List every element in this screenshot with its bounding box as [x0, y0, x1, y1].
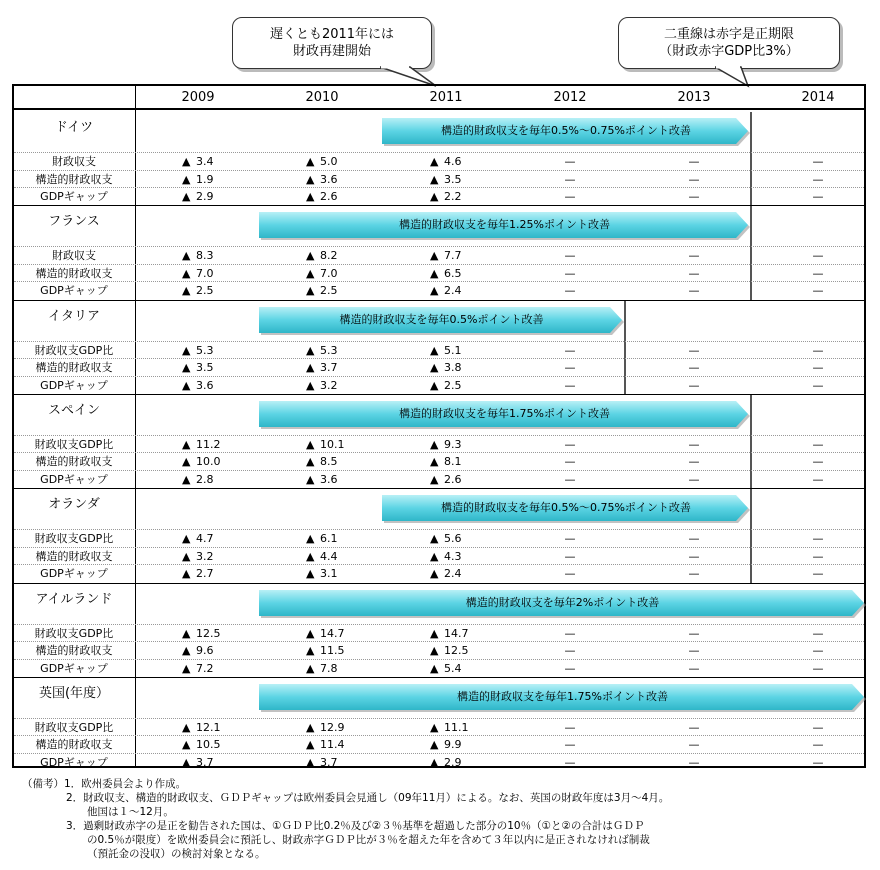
- cell-value: 2.9: [196, 190, 214, 203]
- deficit-triangle-icon: ▲: [306, 532, 315, 546]
- cell-value: 12.5: [196, 626, 221, 640]
- empty-cell-dash: —: [564, 549, 576, 563]
- group-divider: [14, 488, 864, 489]
- callout-line: （財政赤字GDP比3%）: [659, 44, 799, 59]
- cell-value: 8.2: [320, 249, 338, 263]
- improvement-plan-arrow: [382, 118, 750, 144]
- year-header: 2011: [429, 90, 463, 105]
- empty-cell-dash: —: [564, 284, 576, 298]
- note-line: 3．過剰財政赤字の是正を勧告された国は、①ＧＤＰ比0.2％及び②３％基準を超過した部分の10％（①と②の合計はＧＤＰ: [66, 820, 645, 832]
- cell-value: 3.6: [320, 172, 338, 186]
- group-divider: [14, 677, 864, 678]
- deficit-triangle-icon: ▲: [430, 567, 439, 581]
- cell-value: 3.8: [444, 361, 462, 375]
- empty-cell-dash: —: [688, 172, 700, 186]
- callout-line: 二重線は赤字是正期限: [663, 27, 794, 42]
- year-header: 2013: [677, 90, 711, 105]
- empty-cell-dash: —: [564, 755, 576, 769]
- empty-cell-dash: —: [688, 437, 700, 451]
- deficit-triangle-icon: ▲: [430, 284, 439, 298]
- country-group: [14, 395, 864, 489]
- empty-cell-dash: —: [564, 720, 576, 734]
- table-row: [14, 152, 864, 169]
- country-name: オランダ: [48, 497, 100, 513]
- country-group: [14, 301, 864, 395]
- deficit-triangle-icon: ▲: [306, 626, 315, 640]
- row-label: GDPギャップ: [40, 661, 108, 675]
- cell-value: 6.1: [320, 532, 338, 546]
- deficit-triangle-icon: ▲: [430, 661, 439, 675]
- empty-cell-dash: —: [688, 378, 700, 392]
- deficit-triangle-icon: ▲: [182, 720, 191, 734]
- cell-value: 6.5: [444, 266, 462, 280]
- empty-cell-dash: —: [564, 644, 576, 657]
- cell-value: 11.4: [320, 738, 345, 752]
- deficit-triangle-icon: ▲: [182, 626, 191, 640]
- cell-value: 11.2: [196, 437, 221, 451]
- table-row: [14, 641, 864, 658]
- deficit-triangle-icon: ▲: [182, 249, 191, 263]
- empty-cell-dash: —: [564, 343, 576, 357]
- group-divider: [14, 583, 864, 584]
- note-line: 他国は１～12月。: [87, 806, 174, 818]
- table-row: [14, 735, 864, 752]
- year-header-row: [14, 86, 864, 110]
- country-name: アイルランド: [35, 591, 113, 607]
- cell-value: 3.4: [196, 155, 214, 168]
- cell-value: 2.5: [444, 378, 462, 392]
- cell-value: 4.6: [444, 155, 462, 168]
- cell-value: 14.7: [320, 626, 345, 640]
- deficit-triangle-icon: ▲: [306, 644, 315, 657]
- table-row: [14, 753, 864, 770]
- row-label: GDPギャップ: [40, 472, 108, 486]
- empty-cell-dash: —: [688, 343, 700, 357]
- group-divider: [14, 205, 864, 206]
- deficit-triangle-icon: ▲: [182, 266, 191, 280]
- empty-cell-dash: —: [812, 284, 824, 298]
- cell-value: 2.9: [444, 755, 462, 769]
- cell-value: 8.3: [196, 249, 214, 263]
- empty-cell-dash: —: [688, 626, 700, 640]
- deficit-triangle-icon: ▲: [306, 661, 315, 675]
- row-label: GDPギャップ: [40, 378, 108, 392]
- cell-value: 2.2: [444, 190, 462, 203]
- empty-cell-dash: —: [688, 755, 700, 769]
- country-name: 英国(年度）: [38, 685, 110, 701]
- row-label: 財政収支: [52, 249, 96, 263]
- table-row: [14, 529, 864, 546]
- empty-cell-dash: —: [688, 567, 700, 581]
- deficit-triangle-icon: ▲: [430, 378, 439, 392]
- row-label: 構造的財政収支: [35, 172, 113, 186]
- deficit-triangle-icon: ▲: [430, 249, 439, 263]
- cell-value: 5.6: [444, 532, 462, 546]
- empty-cell-dash: —: [812, 738, 824, 752]
- deficit-triangle-icon: ▲: [182, 172, 191, 186]
- cell-value: 3.2: [196, 549, 214, 563]
- deficit-triangle-icon: ▲: [430, 155, 439, 168]
- improvement-plan-arrow: [259, 590, 866, 616]
- deficit-triangle-icon: ▲: [430, 644, 439, 657]
- deficit-triangle-icon: ▲: [430, 437, 439, 451]
- deficit-triangle-icon: ▲: [182, 738, 191, 752]
- country-name: フランス: [48, 214, 100, 230]
- improvement-plan-text: 構造的財政収支を毎年1.25%ポイント改善: [399, 218, 610, 232]
- deficit-triangle-icon: ▲: [182, 361, 191, 375]
- deficit-triangle-icon: ▲: [306, 284, 315, 298]
- empty-cell-dash: —: [812, 755, 824, 769]
- cell-value: 3.6: [196, 378, 214, 392]
- cell-value: 4.4: [320, 549, 338, 563]
- cell-value: 2.4: [444, 567, 462, 581]
- row-label: 構造的財政収支: [35, 644, 113, 657]
- row-label: 財政収支GDP比: [34, 532, 114, 546]
- empty-cell-dash: —: [812, 472, 824, 486]
- cell-value: 3.5: [444, 172, 462, 186]
- empty-cell-dash: —: [812, 567, 824, 581]
- table-row: [14, 187, 864, 204]
- empty-cell-dash: —: [564, 455, 576, 469]
- cell-value: 3.6: [320, 472, 338, 486]
- deficit-triangle-icon: ▲: [306, 190, 315, 203]
- table-row: [14, 170, 864, 187]
- deficit-triangle-icon: ▲: [182, 284, 191, 298]
- deficit-triangle-icon: ▲: [182, 343, 191, 357]
- empty-cell-dash: —: [812, 155, 824, 168]
- table-row: [14, 470, 864, 487]
- note-line: （備考）1．欧州委員会より作成。: [22, 778, 187, 790]
- cell-value: 4.7: [196, 532, 214, 546]
- cell-value: 2.7: [196, 567, 214, 581]
- deficit-triangle-icon: ▲: [306, 567, 315, 581]
- deficit-triangle-icon: ▲: [430, 266, 439, 280]
- deficit-triangle-icon: ▲: [182, 190, 191, 203]
- row-label: GDPギャップ: [40, 190, 108, 203]
- row-label: 構造的財政収支: [35, 361, 113, 375]
- deficit-triangle-icon: ▲: [182, 472, 191, 486]
- empty-cell-dash: —: [564, 437, 576, 451]
- deficit-triangle-icon: ▲: [430, 755, 439, 769]
- cell-value: 10.0: [196, 455, 221, 469]
- country-name: イタリア: [47, 308, 100, 324]
- cell-value: 10.5: [196, 738, 221, 752]
- cell-value: 11.1: [444, 720, 469, 734]
- empty-cell-dash: —: [564, 249, 576, 263]
- empty-cell-dash: —: [812, 190, 824, 203]
- cell-value: 9.6: [196, 644, 214, 657]
- cell-value: 5.3: [196, 343, 214, 357]
- empty-cell-dash: —: [564, 172, 576, 186]
- empty-cell-dash: —: [812, 455, 824, 469]
- improvement-plan-arrow: [259, 307, 624, 333]
- row-label: 財政収支GDP比: [34, 720, 114, 734]
- empty-cell-dash: —: [812, 720, 824, 734]
- cell-value: 5.3: [320, 343, 338, 357]
- empty-cell-dash: —: [812, 549, 824, 563]
- deficit-triangle-icon: ▲: [430, 472, 439, 486]
- empty-cell-dash: —: [564, 190, 576, 203]
- cell-value: 3.7: [196, 755, 214, 769]
- row-label: 構造的財政収支: [35, 266, 113, 280]
- empty-cell-dash: —: [812, 644, 824, 657]
- empty-cell-dash: —: [688, 361, 700, 375]
- empty-cell-dash: —: [812, 249, 824, 263]
- country-group: [14, 489, 864, 583]
- group-divider: [14, 300, 864, 301]
- country-name: ドイツ: [54, 120, 94, 135]
- cell-value: 11.5: [320, 644, 345, 657]
- country-group: [14, 206, 864, 300]
- cell-value: 12.1: [196, 720, 221, 734]
- cell-value: 5.4: [444, 661, 462, 675]
- note-line: 2．財政収支、構造的財政収支、ＧＤＰギャップは欧州委員会見通し（09年11月）による。なお、英国の財政年度は3月～4月。: [66, 792, 670, 804]
- improvement-plan-arrow: [382, 495, 750, 521]
- deficit-triangle-icon: ▲: [182, 644, 191, 657]
- improvement-plan-arrow: [259, 401, 750, 427]
- empty-cell-dash: —: [688, 455, 700, 469]
- row-label: 財政収支GDP比: [34, 626, 114, 640]
- cell-value: 4.3: [444, 549, 462, 563]
- year-header: 2014: [801, 90, 835, 105]
- row-label: 財政収支GDP比: [34, 437, 114, 451]
- empty-cell-dash: —: [564, 532, 576, 546]
- empty-cell-dash: —: [812, 266, 824, 280]
- empty-cell-dash: —: [688, 532, 700, 546]
- deficit-triangle-icon: ▲: [430, 532, 439, 546]
- empty-cell-dash: —: [812, 661, 824, 675]
- improvement-plan-text: 構造的財政収支を毎年2%ポイント改善: [465, 595, 660, 609]
- cell-value: 2.4: [444, 284, 462, 298]
- table-row: [14, 435, 864, 452]
- deficit-triangle-icon: ▲: [306, 378, 315, 392]
- empty-cell-dash: —: [564, 266, 576, 280]
- empty-cell-dash: —: [564, 361, 576, 375]
- empty-cell-dash: —: [688, 190, 700, 203]
- cell-value: 3.2: [320, 378, 338, 392]
- empty-cell-dash: —: [812, 361, 824, 375]
- empty-cell-dash: —: [688, 720, 700, 734]
- table-row: [14, 452, 864, 469]
- deficit-triangle-icon: ▲: [182, 567, 191, 581]
- deficit-triangle-icon: ▲: [430, 738, 439, 752]
- deficit-triangle-icon: ▲: [306, 343, 315, 357]
- deficit-triangle-icon: ▲: [430, 172, 439, 186]
- cell-value: 14.7: [444, 626, 469, 640]
- group-divider: [14, 394, 864, 395]
- row-label: GDPギャップ: [40, 567, 108, 581]
- deficit-triangle-icon: ▲: [306, 472, 315, 486]
- deficit-triangle-icon: ▲: [182, 455, 191, 469]
- empty-cell-dash: —: [564, 155, 576, 168]
- country-group: [14, 678, 864, 772]
- note-line: の0.5％が限度）を欧州委員会に預託し、財政赤字ＧＤＰ比が３％を超えた年を含めて３年以内に是正されなければ制裁: [87, 834, 650, 846]
- deficit-triangle-icon: ▲: [430, 455, 439, 469]
- deficit-triangle-icon: ▲: [430, 343, 439, 357]
- empty-cell-dash: —: [812, 378, 824, 392]
- deficit-triangle-icon: ▲: [182, 437, 191, 451]
- cell-value: 7.7: [444, 249, 462, 263]
- improvement-plan-arrow: [259, 212, 750, 238]
- cell-value: 2.5: [196, 284, 214, 298]
- table-row: [14, 341, 864, 358]
- empty-cell-dash: —: [688, 155, 700, 168]
- deficit-triangle-icon: ▲: [430, 720, 439, 734]
- empty-cell-dash: —: [564, 567, 576, 581]
- deficit-triangle-icon: ▲: [430, 626, 439, 640]
- row-label: 構造的財政収支: [35, 549, 113, 563]
- cell-value: 9.9: [444, 738, 462, 752]
- empty-cell-dash: —: [688, 549, 700, 563]
- deficit-triangle-icon: ▲: [182, 378, 191, 392]
- cell-value: 12.9: [320, 720, 345, 734]
- cell-value: 3.5: [196, 361, 214, 375]
- deficit-triangle-icon: ▲: [182, 755, 191, 769]
- deficit-triangle-icon: ▲: [182, 549, 191, 563]
- cell-value: 3.1: [320, 567, 338, 581]
- cell-value: 2.5: [320, 284, 338, 298]
- deficit-triangle-icon: ▲: [306, 155, 315, 168]
- row-label: 財政収支GDP比: [34, 343, 114, 357]
- cell-value: 12.5: [444, 644, 469, 657]
- cell-value: 7.8: [320, 661, 338, 675]
- empty-cell-dash: —: [688, 472, 700, 486]
- cell-value: 8.1: [444, 455, 462, 469]
- year-header: 2010: [305, 90, 339, 105]
- cell-value: 5.1: [444, 343, 462, 357]
- empty-cell-dash: —: [812, 172, 824, 186]
- cell-value: 5.0: [320, 155, 338, 168]
- table-row: [14, 281, 864, 298]
- cell-value: 7.0: [196, 266, 214, 280]
- deficit-triangle-icon: ▲: [182, 661, 191, 675]
- cell-value: 3.7: [320, 755, 338, 769]
- country-group: [14, 112, 864, 206]
- cell-value: 9.3: [444, 437, 462, 451]
- empty-cell-dash: —: [564, 378, 576, 392]
- improvement-plan-text: 構造的財政収支を毎年0.5%～0.75%ポイント改善: [441, 124, 691, 137]
- cell-value: 3.7: [320, 361, 338, 375]
- table-row: [14, 358, 864, 375]
- year-header: 2012: [553, 90, 587, 105]
- table-row: [14, 718, 864, 735]
- table-row: [14, 376, 864, 393]
- year-header: 2009: [181, 90, 215, 105]
- empty-cell-dash: —: [812, 626, 824, 640]
- deficit-triangle-icon: ▲: [430, 549, 439, 563]
- improvement-plan-text: 構造的財政収支を毎年1.75%ポイント改善: [457, 689, 668, 703]
- deficit-triangle-icon: ▲: [182, 155, 191, 168]
- row-label: 財政収支: [52, 155, 96, 168]
- deficit-triangle-icon: ▲: [306, 249, 315, 263]
- empty-cell-dash: —: [564, 472, 576, 486]
- empty-cell-dash: —: [812, 343, 824, 357]
- cell-value: 2.6: [444, 472, 462, 486]
- country-group: [14, 584, 864, 678]
- empty-cell-dash: —: [564, 661, 576, 675]
- callout-line: 遅くとも2011年には: [269, 27, 395, 42]
- cell-value: 7.0: [320, 266, 338, 280]
- table-row: [14, 564, 864, 581]
- deficit-triangle-icon: ▲: [306, 720, 315, 734]
- note-line: （預託金の没収）の検討対象となる。: [87, 848, 266, 860]
- cell-value: 8.5: [320, 455, 338, 469]
- fiscal-table: [12, 84, 866, 768]
- empty-cell-dash: —: [812, 437, 824, 451]
- cell-value: 10.1: [320, 437, 345, 451]
- table-row: [14, 624, 864, 641]
- improvement-plan-arrow: [259, 684, 866, 710]
- empty-cell-dash: —: [688, 738, 700, 752]
- empty-cell-dash: —: [688, 249, 700, 263]
- empty-cell-dash: —: [688, 266, 700, 280]
- empty-cell-dash: —: [812, 532, 824, 546]
- callout-double-line-legend: [618, 17, 840, 69]
- empty-cell-dash: —: [564, 738, 576, 752]
- table-row: [14, 659, 864, 676]
- deficit-triangle-icon: ▲: [306, 437, 315, 451]
- cell-value: 1.9: [196, 172, 214, 186]
- improvement-plan-text: 構造的財政収支を毎年0.5%ポイント改善: [339, 312, 544, 326]
- row-label: 構造的財政収支: [35, 455, 113, 469]
- deficit-triangle-icon: ▲: [182, 532, 191, 546]
- row-label: GDPギャップ: [40, 755, 108, 769]
- improvement-plan-text: 構造的財政収支を毎年0.5%～0.75%ポイント改善: [441, 501, 691, 515]
- empty-cell-dash: —: [688, 284, 700, 298]
- deficit-triangle-icon: ▲: [306, 266, 315, 280]
- deficit-triangle-icon: ▲: [306, 455, 315, 469]
- country-name: スペイン: [47, 402, 100, 418]
- deficit-triangle-icon: ▲: [306, 549, 315, 563]
- cell-value: 2.6: [320, 190, 338, 203]
- cell-value: 2.8: [196, 472, 214, 486]
- table-row: [14, 547, 864, 564]
- table-row: [14, 264, 864, 281]
- deficit-triangle-icon: ▲: [306, 755, 315, 769]
- empty-cell-dash: —: [688, 644, 700, 657]
- deficit-triangle-icon: ▲: [306, 361, 315, 375]
- improvement-plan-text: 構造的財政収支を毎年1.75%ポイント改善: [399, 406, 610, 420]
- cell-value: 7.2: [196, 661, 214, 675]
- deficit-triangle-icon: ▲: [430, 361, 439, 375]
- empty-cell-dash: —: [564, 626, 576, 640]
- deficit-triangle-icon: ▲: [306, 738, 315, 752]
- deficit-triangle-icon: ▲: [430, 190, 439, 203]
- callout-start-deadline: [232, 17, 432, 69]
- empty-cell-dash: —: [688, 661, 700, 675]
- row-label: 構造的財政収支: [35, 738, 113, 752]
- row-label: GDPギャップ: [40, 284, 108, 298]
- deficit-triangle-icon: ▲: [306, 172, 315, 186]
- callout-line: 財政再建開始: [292, 44, 371, 59]
- table-row: [14, 246, 864, 263]
